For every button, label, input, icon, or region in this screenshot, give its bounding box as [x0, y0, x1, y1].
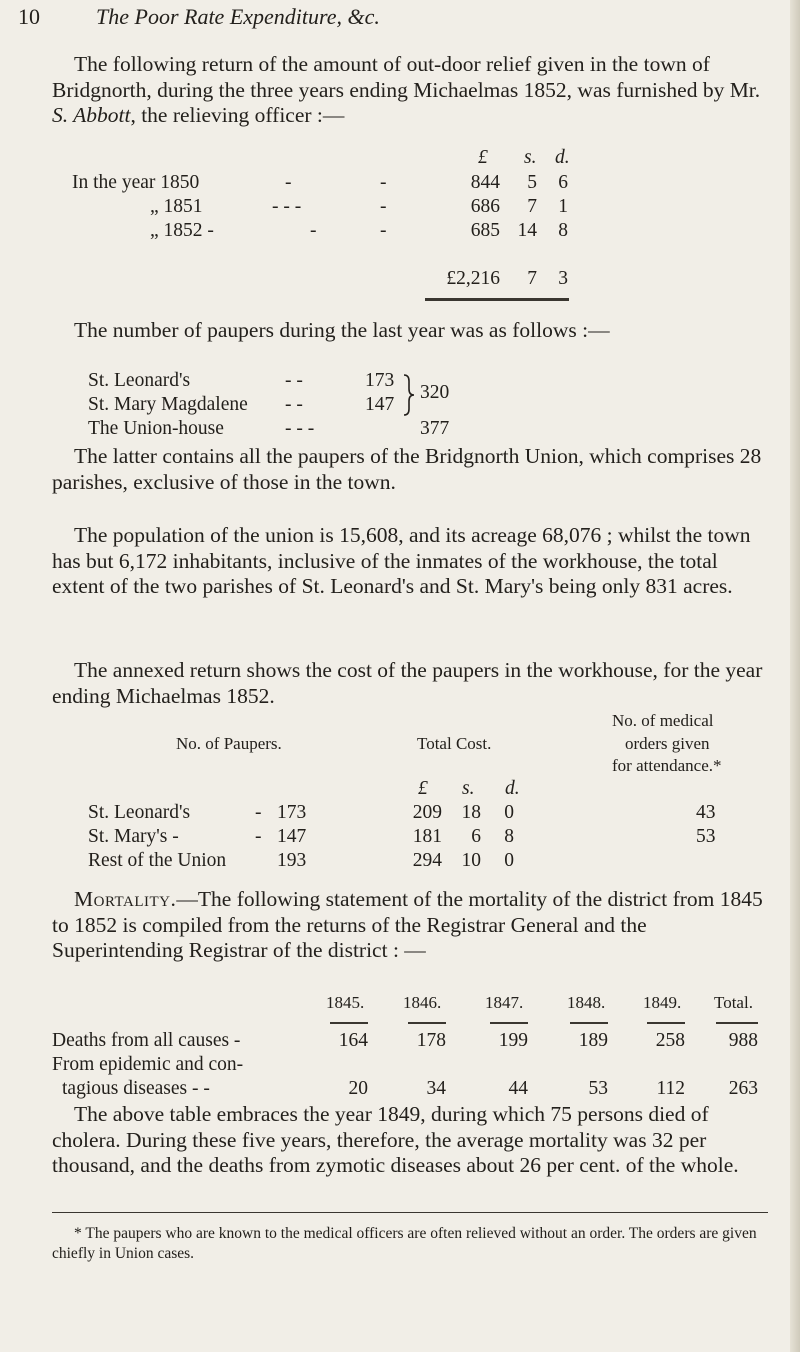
mortality-row-label: From epidemic and con- [52, 1054, 244, 1075]
col-cost: Total Cost. [417, 734, 492, 753]
cost-header-shillings: s. [462, 778, 475, 799]
cost-header-pounds: £ [418, 778, 428, 799]
page-number: 10 [18, 4, 40, 29]
year-header: 1849. [643, 993, 682, 1012]
mortality-row-label: tagious diseases - - [62, 1078, 210, 1099]
cost-pence: 8 [504, 826, 514, 847]
cost-pounds: 209 [412, 802, 442, 823]
mortality-value: 258 [655, 1030, 685, 1051]
cost-row-label: St. Mary's - [88, 826, 179, 847]
leader-dash: - [310, 220, 317, 241]
paragraph-population: The population of the union is 15,608, and its acreage 68,076 ; whilst the town has but 6,172 inhabitants, inclusive of the inmates of the workhouse, the total extent of the two parishes of St. Leonard's and St. Mary's being only 831 acres. [52, 523, 751, 598]
cost-shillings: 18 [461, 802, 481, 823]
relief-pence: 6 [558, 172, 568, 193]
mortality-value: 53 [588, 1078, 608, 1099]
relief-row-label: „ 1852 - [150, 220, 214, 241]
mortality-text: —The following statement of the mortality of the district from 1845 to 1852 is compiled from the returns of the Registrar General and the Superintending Registrar of the district : — [52, 887, 763, 962]
column-rule [330, 1022, 368, 1024]
mortality-paragraph [52, 887, 768, 964]
mortality-value: 189 [578, 1030, 608, 1051]
footnote-rule [52, 1212, 768, 1213]
header-pence: d. [555, 147, 570, 168]
total-double-rule [425, 298, 569, 301]
relief-row-label: „ 1851 [150, 196, 203, 217]
page-edge [790, 0, 800, 1352]
relief-pounds: 844 [470, 172, 500, 193]
relief-pounds: 686 [470, 196, 500, 217]
relief-row-label: In the year 1850 [72, 172, 200, 193]
paupers-intro: The number of paupers during the last year was as follows :— [74, 318, 610, 342]
col-orders-line1: No. of medical [612, 711, 714, 730]
paupers-value: 377 [420, 418, 450, 439]
paupers-brace-sum: 320 [420, 382, 450, 403]
relief-pounds: 685 [470, 220, 500, 241]
mortality-value: 164 [338, 1030, 368, 1051]
relief-total-pounds: £2,216 [446, 268, 500, 289]
paragraph-latter: The latter contains all the paupers of the Bridgnorth Union, which comprises 28 parishes, exclusive of those in the town. [52, 444, 762, 494]
cost-shillings: 10 [461, 850, 481, 871]
paupers-row-label: St. Leonard's [88, 370, 191, 391]
cost-pounds: 294 [412, 850, 442, 871]
cost-paupers: 147 [277, 826, 307, 847]
cost-pence: 0 [504, 802, 514, 823]
relief-pence: 1 [558, 196, 568, 217]
col-paupers: No. of Paupers. [176, 734, 282, 753]
curly-brace [402, 373, 416, 417]
header-shillings: s. [524, 147, 537, 168]
column-rule [647, 1022, 685, 1024]
paupers-row-label: The Union-house [88, 418, 224, 439]
running-title: The Poor Rate Expenditure, &c. [96, 4, 380, 29]
year-header: 1848. [567, 993, 606, 1012]
leader-dash: - [380, 196, 387, 217]
column-rule [408, 1022, 446, 1024]
header-pounds: £ [478, 147, 488, 168]
leader-dash: - - [285, 370, 303, 391]
leader-dash: - [255, 802, 262, 823]
column-rule [716, 1022, 758, 1024]
intro-paragraph [52, 52, 768, 129]
cost-header-pence: d. [505, 778, 520, 799]
col-orders-line3: for attendance.* [612, 756, 722, 775]
year-header: 1847. [485, 993, 524, 1012]
intro-text-before: The following return of the amount of out-door relief given in the town of Bridgnorth, during the three years ending Michaelmas 1852, was furnished by Mr. [52, 52, 761, 102]
cost-orders: 53 [696, 826, 716, 847]
col-orders-line2: orders given [625, 734, 710, 753]
leader-dash: - - [285, 394, 303, 415]
paragraph-annexed: The annexed return shows the cost of the paupers in the workhouse, for the year ending Michaelmas 1852. [52, 658, 763, 708]
mortality-value: 178 [416, 1030, 446, 1051]
intro-text-after: , the relieving officer :— [130, 103, 345, 127]
leader-dash: - [255, 826, 262, 847]
cost-pounds: 181 [412, 826, 442, 847]
paragraph-cholera: The above table embraces the year 1849, during which 75 persons died of cholera. During these five years, therefore, the average mortality was 32 per thousand, and the deaths from zymotic diseases about 26 per cent. of the whole. [52, 1102, 739, 1177]
year-header: Total. [714, 993, 753, 1012]
cost-shillings: 6 [471, 826, 481, 847]
mortality-value: 34 [426, 1078, 446, 1099]
relief-pence: 8 [558, 220, 568, 241]
cost-orders: 43 [696, 802, 716, 823]
leader-dash: - [285, 172, 292, 193]
leader-dash: - [380, 172, 387, 193]
leader-dash: - - - [272, 196, 302, 217]
mortality-row-label: Deaths from all causes - [52, 1030, 241, 1051]
paupers-row-label: St. Mary Magdalene [88, 394, 248, 415]
mortality-value: 112 [656, 1078, 685, 1099]
mortality-value: 263 [728, 1078, 758, 1099]
footnote: * The paupers who are known to the medical officers are often relieved without an order. The orders are given chiefly in Union cases. [52, 1225, 757, 1262]
cost-pence: 0 [504, 850, 514, 871]
leader-dash: - [380, 220, 387, 241]
leader-dash: - - - [285, 418, 315, 439]
paupers-value: 147 [365, 394, 395, 415]
mortality-value: 44 [508, 1078, 528, 1099]
relief-shillings: 14 [517, 220, 537, 241]
relief-shillings: 7 [527, 196, 537, 217]
column-rule [490, 1022, 528, 1024]
cost-row-label: St. Leonard's [88, 802, 191, 823]
mortality-heading: Mortality. [74, 887, 177, 911]
cost-paupers: 173 [277, 802, 307, 823]
year-header: 1846. [403, 993, 442, 1012]
paupers-value: 173 [365, 370, 395, 391]
relief-shillings: 5 [527, 172, 537, 193]
mortality-value: 988 [728, 1030, 758, 1051]
year-header: 1845. [326, 993, 365, 1012]
mortality-value: 199 [498, 1030, 528, 1051]
cost-paupers: 193 [277, 850, 307, 871]
relief-total-pence: 3 [558, 268, 568, 289]
mortality-value: 20 [348, 1078, 368, 1099]
cost-row-label: Rest of the Union [88, 850, 227, 871]
column-rule [570, 1022, 608, 1024]
relief-total-shillings: 7 [527, 268, 537, 289]
officer-name: S. Abbott [52, 103, 131, 127]
